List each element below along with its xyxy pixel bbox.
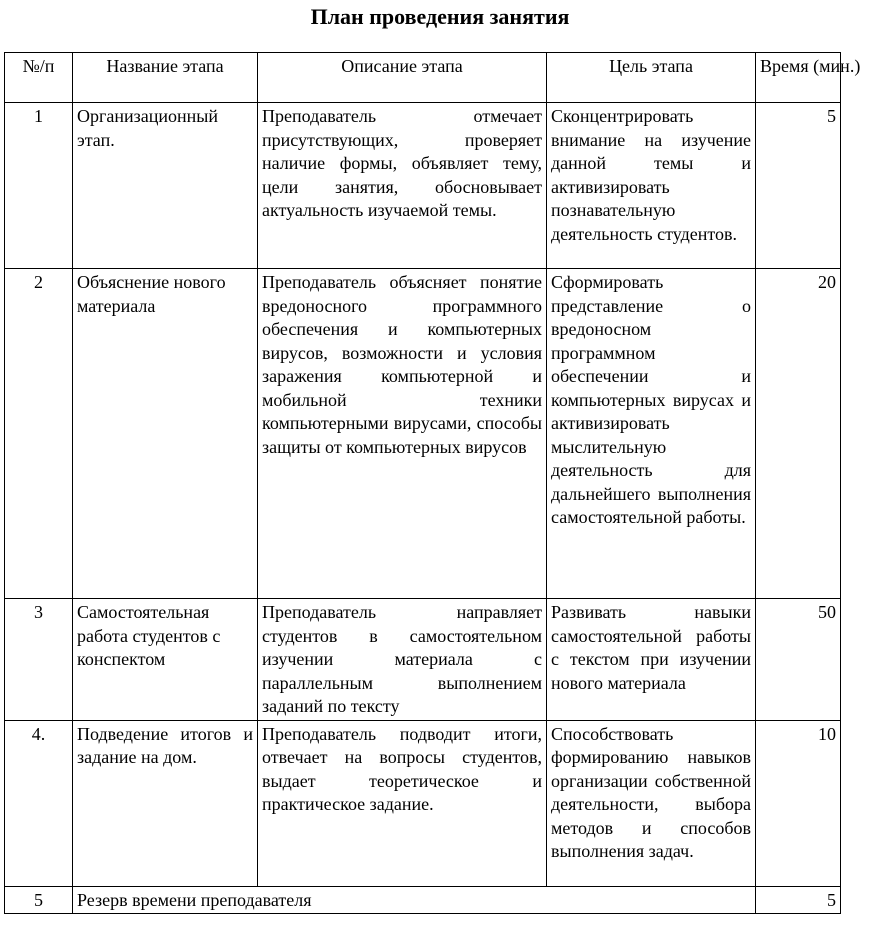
row-num: 2 — [5, 269, 73, 599]
reserve-label: Резерв времени преподавателя — [73, 886, 756, 914]
row-description: Преподаватель объясняет понятие вредоносного программного обеспечения и компьютерных вирусов, возможности и условия заражения компьютерной и мобильной техники компьютерными вирусами, способы защиты от компьютерных вирусов — [258, 269, 547, 599]
row-time: 20 — [756, 269, 841, 599]
table-row — [5, 103, 841, 269]
page-title: План проведения занятия — [310, 4, 570, 29]
row-description: Преподаватель направляет студентов в самостоятельном изучении материала с параллельным выполнением заданий по тексту — [258, 599, 547, 721]
header-description: Описание этапа — [258, 53, 547, 103]
row-time: 50 — [756, 599, 841, 721]
header-time: Время (мин.) — [756, 53, 841, 103]
header-goal: Цель этапа — [547, 53, 756, 103]
reserve-num: 5 — [5, 886, 73, 914]
row-description: Преподаватель отмечает присутствующих, проверяет наличие формы, объявляет тему, цели занятия, обосновывает актуальность изучаемой темы. — [258, 103, 547, 269]
row-name: Объяснение нового материала — [73, 269, 258, 599]
header-name: Название этапа — [73, 53, 258, 103]
header-row — [5, 53, 841, 103]
row-num: 3 — [5, 599, 73, 721]
row-name: Самостоятельная работа студентов с конспектом — [73, 599, 258, 721]
row-goal: Способствовать формированию навыков организации собственной деятельности, выбора методов и способов выполнения задач. — [547, 720, 756, 886]
table-row — [5, 599, 841, 721]
reserve-time: 5 — [756, 886, 841, 914]
row-goal: Сконцентрировать внимание на изучение данной темы и активизировать познавательную деятельность студентов. — [547, 103, 756, 269]
row-description: Преподаватель подводит итоги, отвечает на вопросы студентов, выдает теоретическое и практическое задание. — [258, 720, 547, 886]
row-num: 1 — [5, 103, 73, 269]
row-num: 4. — [5, 720, 73, 886]
row-name: Подведение итогов и задание на дом. — [73, 720, 258, 886]
row-goal: Развивать навыки самостоятельной работы с текстом при изучении нового материала — [547, 599, 756, 721]
row-time: 5 — [756, 103, 841, 269]
row-goal: Сформировать представление о вредоносном программном обеспечении и компьютерных вирусах и активизировать мыслительную деятельность для дальнейшего выполнения самостоятельной работы. — [547, 269, 756, 599]
table-row — [5, 269, 841, 599]
row-time: 10 — [756, 720, 841, 886]
header-num: №/п — [5, 53, 73, 103]
reserve-row — [5, 886, 841, 914]
lesson-plan-table — [4, 52, 861, 914]
row-name: Организационный этап. — [73, 103, 258, 269]
table-row — [5, 720, 841, 886]
